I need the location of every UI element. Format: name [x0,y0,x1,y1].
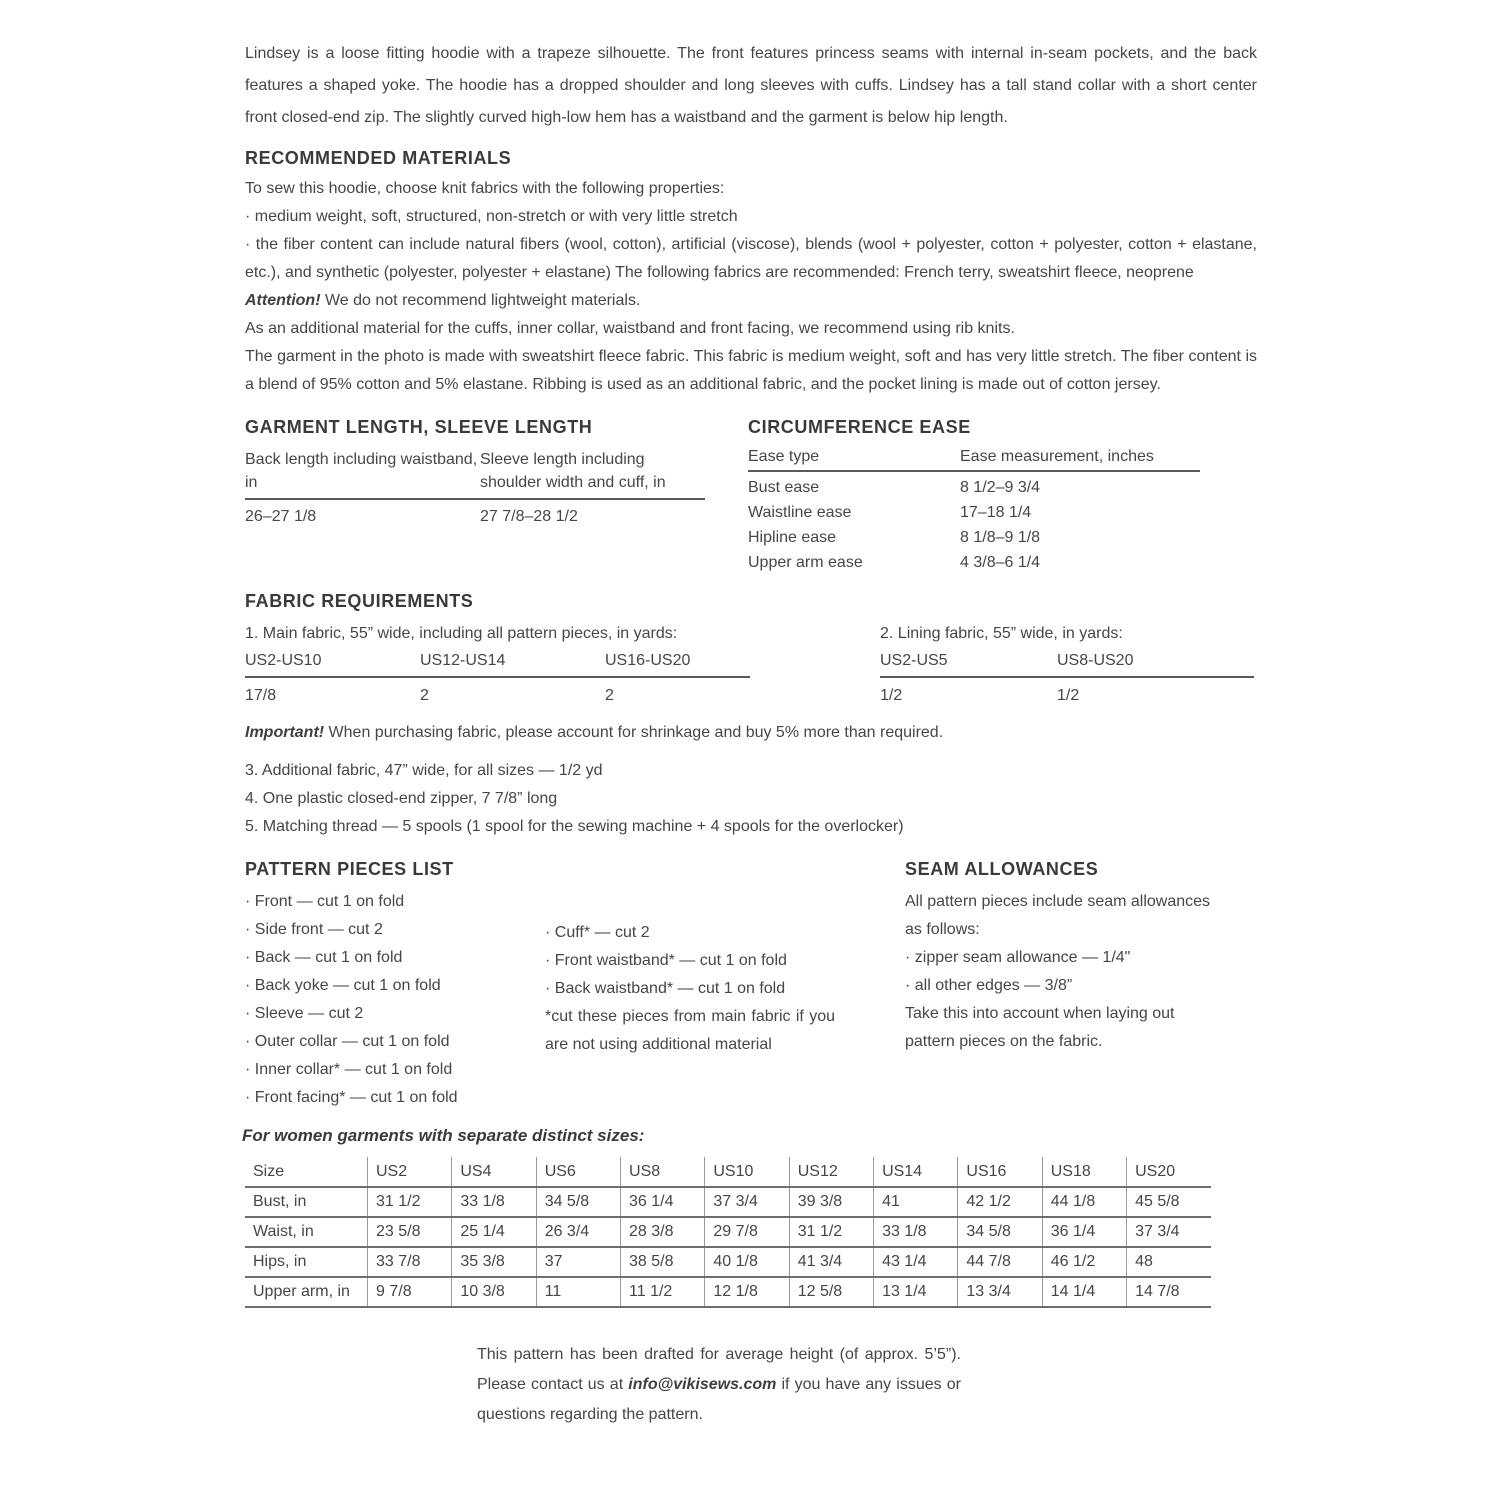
list-item: 4. One plastic closed-end zipper, 7 7/8” long [245,790,558,807]
size-table-row-label: Upper arm, in [245,1277,368,1307]
size-table-cell: 36 1/4 [621,1187,705,1217]
size-table-header-row [245,1157,1211,1187]
ease-value: 17–18 1/4 [960,504,1032,521]
pattern-pieces-footnote: *cut these pieces from main fabric if you are not using additional material [545,1008,835,1053]
size-table-cell: 44 1/8 [1042,1187,1126,1217]
size-table-header-cell: US2 [368,1157,452,1187]
yardage-value: 1/2 [1057,687,1080,704]
recommended-materials-heading: RECOMMENDED MATERIALS [245,148,512,168]
size-table-cell: 31 1/2 [789,1217,873,1247]
size-table-header-cell: Size [245,1157,368,1187]
size-table-cell: 36 1/4 [1042,1217,1126,1247]
list-item: 5. Matching thread — 5 spools (1 spool for the sewing machine + 4 spools for the overlocker) [245,818,904,835]
lining-fabric-header-row [880,652,1254,678]
size-table-cell: 43 1/4 [874,1247,958,1277]
size-table-cell: 12 5/8 [789,1277,873,1307]
attention-label: Attention! [245,292,321,309]
lining-fabric-values-row [880,687,1254,705]
materials-attention [245,287,1257,315]
size-table-cell: 37 [536,1247,620,1277]
materials-intro: To sew this hoodie, choose knit fabrics with the following properties: [245,180,725,197]
list-item: · Front — cut 1 on fold [245,893,405,910]
main-fabric-header-row [245,652,750,678]
list-item: · Back — cut 1 on fold [245,949,403,966]
footer-text-before: This pattern has been drafted for average height (of approx. 5’5”). Please contact us at [477,1346,961,1393]
yardage-value: 1/2 [880,687,903,704]
contact-email[interactable]: info@vikisews.com [628,1376,777,1393]
table-row [748,525,1200,550]
size-table-cell: 31 1/2 [368,1187,452,1217]
garment-length-heading: GARMENT LENGTH, SLEEVE LENGTH [245,417,593,437]
list-item: · Cuff* — cut 2 [545,924,650,941]
size-table-cell: 13 1/4 [874,1277,958,1307]
size-table-cell: 33 1/8 [452,1187,536,1217]
size-table-cell: 41 3/4 [789,1247,873,1277]
size-table-cell: 40 1/8 [705,1247,789,1277]
list-item: · Side front — cut 2 [245,921,383,938]
size-table-cell: 23 5/8 [368,1217,452,1247]
list-item: · Front waistband* — cut 1 on fold [545,952,787,969]
important-note [245,719,1257,747]
table-row [748,550,1200,575]
fabric-requirements-heading: FABRIC REQUIREMENTS [245,591,474,611]
size-table-cell: 29 7/8 [705,1217,789,1247]
ease-table-header [748,448,1200,472]
size-range: US16-US20 [605,652,691,669]
materials-additional: As an additional material for the cuffs, inner collar, waistband and front facing, we recommend using rib knits. [245,320,1015,337]
size-table-header-cell: US4 [452,1157,536,1187]
table-row [245,1187,1211,1217]
garment-length-block [245,417,705,575]
materials-bullet-weight: · medium weight, soft, structured, non-stretch or with very little stretch [245,208,738,225]
list-item: · Back yoke — cut 1 on fold [245,977,441,994]
size-table-cell: 41 [874,1187,958,1217]
size-table-row-label: Bust, in [245,1187,368,1217]
back-length-value: 26–27 1/8 [245,508,317,525]
size-table-cell: 14 1/4 [1042,1277,1126,1307]
materials-photo-fabric: The garment in the photo is made with sweatshirt fleece fabric. This fabric is medium weight, soft and has very little stretch. The fiber content is a blend of 95% cotton and 5% elastane. Ribbing is used as an additional fabric, and the pocket lining is made out of cotton jersey. [245,348,1257,393]
fabric-requirements-section [245,591,1257,841]
fabric-tables [245,620,1257,705]
ease-type: Waistline ease [748,504,852,521]
size-table-cell: 39 3/8 [789,1187,873,1217]
size-table-cell: 10 3/8 [452,1277,536,1307]
ease-type-header: Ease type [748,448,820,465]
size-range: US8-US20 [1057,652,1134,669]
important-label: Important! [245,724,325,741]
size-table-cell: 33 1/8 [874,1217,958,1247]
size-table-header-cell: US8 [621,1157,705,1187]
length-ease-section [245,417,1257,575]
main-fabric-label: 1. Main fabric, 55” wide, including all pattern pieces, in yards: [245,625,678,642]
list-item: · Back waistband* — cut 1 on fold [545,980,786,997]
intro-paragraph: Lindsey is a loose fitting hoodie with a trapeze silhouette. The front features princess seams with internal in-seam pockets, and the back features a shaped yoke. The hoodie has a dropped shoulder and long sleeves with cuffs. Lindsey has a tall stand collar with a short center front closed-end zip. The slightly curved high-low hem has a waistband and the garment is below hip length. [245,45,1257,126]
size-table [245,1157,1211,1308]
size-table-cell: 33 7/8 [368,1247,452,1277]
size-table-cell: 25 1/4 [452,1217,536,1247]
pattern-pieces-col2 [545,859,835,1112]
pattern-instruction-page [242,38,1257,1308]
list-item: · Front facing* — cut 1 on fold [245,1089,458,1106]
lining-fabric-label: 2. Lining fabric, 55” wide, in yards: [880,625,1123,642]
table-row [245,1247,1211,1277]
size-table-cell: 34 5/8 [536,1187,620,1217]
size-table-cell: 35 3/8 [452,1247,536,1277]
seam-allowances-heading: SEAM ALLOWANCES [905,859,1099,879]
seam-allowances-intro: All pattern pieces include seam allowances as follows: [905,893,1211,938]
size-table-row-label: Waist, in [245,1217,368,1247]
list-item: · all other edges — 3/8” [905,977,1073,994]
list-item: 3. Additional fabric, 47” wide, for all sizes — 1/2 yd [245,762,603,779]
size-table-cell: 37 3/4 [1127,1217,1211,1247]
list-item: · zipper seam allowance — 1/4" [905,949,1131,966]
size-table-cell: 45 5/8 [1127,1187,1211,1217]
list-item: · Sleeve — cut 2 [245,1005,364,1022]
seam-allowances-note: Take this into account when laying out pattern pieces on the fabric. [905,1005,1175,1050]
ease-measurement-header: Ease measurement, inches [960,448,1154,465]
footer-note [477,1340,961,1430]
size-table-cell: 38 5/8 [621,1247,705,1277]
table-row [748,500,1200,525]
list-item: · Inner collar* — cut 1 on fold [245,1061,453,1078]
size-range: US2-US5 [880,652,948,669]
circumference-ease-block [748,417,1200,575]
size-table-cell: 46 1/2 [1042,1247,1126,1277]
size-table-cell: 9 7/8 [368,1277,452,1307]
yardage-value: 17/8 [245,687,277,704]
size-range: US2-US10 [245,652,322,669]
ease-value: 8 1/2–9 3/4 [960,479,1041,496]
size-table-cell: 26 3/4 [536,1217,620,1247]
size-range: US12-US14 [420,652,506,669]
pattern-pieces-col1 [245,859,545,1112]
size-table-cell: 42 1/2 [958,1187,1042,1217]
size-table-header-cell: US10 [705,1157,789,1187]
fabric-items-list [245,757,1257,841]
size-table-cell: 48 [1127,1247,1211,1277]
list-item: · Outer collar — cut 1 on fold [245,1033,450,1050]
ease-value: 4 3/8–6 1/4 [960,554,1041,571]
lining-fabric-block [880,620,1254,705]
size-table-header-cell: US18 [1042,1157,1126,1187]
table-row [245,1217,1211,1247]
ease-value: 8 1/8–9 1/8 [960,529,1041,546]
size-table-cell: 44 7/8 [958,1247,1042,1277]
size-table-cell: 11 [536,1277,620,1307]
size-table-cell: 34 5/8 [958,1217,1042,1247]
sleeve-length-header: Sleeve length including shoulder width and cuff, in [480,451,666,491]
size-table-heading: For women garments with separate distinct sizes: [242,1126,645,1145]
size-table-cell: 13 3/4 [958,1277,1042,1307]
table-row [748,475,1200,500]
pattern-pieces-heading: PATTERN PIECES LIST [245,859,454,879]
circumference-ease-heading: CIRCUMFERENCE EASE [748,417,971,437]
seam-allowances-block [905,859,1215,1112]
back-length-header: Back length including waistband, in [245,451,478,491]
size-table-header-cell: US14 [874,1157,958,1187]
sleeve-length-value: 27 7/8–28 1/2 [480,508,578,525]
garment-length-table-values [245,508,705,526]
ease-table-rows [748,475,1200,575]
size-table-cell: 14 7/8 [1127,1277,1211,1307]
size-table-header-cell: US20 [1127,1157,1211,1187]
ease-type: Hipline ease [748,529,837,546]
size-table-cell: 12 1/8 [705,1277,789,1307]
size-table-row-label: Hips, in [245,1247,368,1277]
ease-type: Upper arm ease [748,554,863,571]
spacer [545,859,835,891]
yardage-value: 2 [605,687,614,704]
size-table-cell: 37 3/4 [705,1187,789,1217]
main-fabric-values-row [245,687,750,705]
size-table-header-cell: US6 [536,1157,620,1187]
pattern-pieces-section [245,859,1257,1112]
footer-text-after: if you have any issues or questions regarding the pattern. [477,1376,961,1423]
table-row [245,1277,1211,1307]
size-table-cell: 11 1/2 [621,1277,705,1307]
size-table-cell: 28 3/8 [621,1217,705,1247]
materials-bullet-fiber: · the fiber content can include natural fibers (wool, cotton), artificial (viscose), blends (wool + polyester, cotton + polyester, cotton + elastane, etc.), and synthetic (polyester, polyester + elastane) The following fabrics are recommended: French terry, sweatshirt fleece, neoprene [245,236,1257,281]
recommended-materials-section [245,148,1257,399]
important-text: When purchasing fabric, please account for shrinkage and buy 5% more than required. [324,724,944,741]
size-table-header-cell: US12 [789,1157,873,1187]
yardage-value: 2 [420,687,429,704]
spacer [545,891,835,919]
main-fabric-block [245,620,750,705]
size-table-header-cell: US16 [958,1157,1042,1187]
garment-length-table-header [245,448,705,500]
attention-text: We do not recommend lightweight materials. [320,292,641,309]
ease-type: Bust ease [748,479,820,496]
